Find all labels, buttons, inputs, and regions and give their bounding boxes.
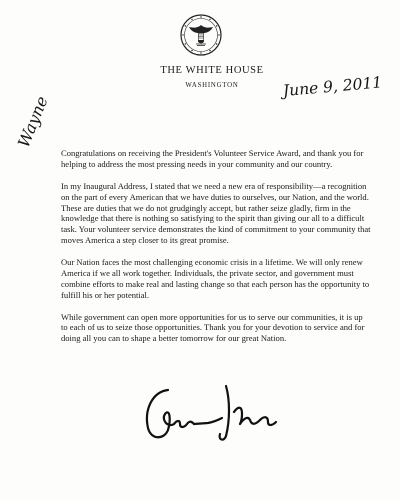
handwritten-date: June 9, 2011 <box>282 73 383 100</box>
letterhead-subtitle: WASHINGTON <box>185 82 239 89</box>
presidential-seal-icon <box>180 14 222 56</box>
letter-paragraph-1: Congratulations on receiving the President's Volunteer Service Award, and thank you for helping to address the most pressing needs in your community and our country. <box>61 148 364 169</box>
letter-body <box>61 148 371 355</box>
signature-icon <box>134 380 284 452</box>
letterhead-title: THE WHITE HOUSE <box>160 65 264 76</box>
letter-paragraph-4: While government can open more opportunities for us to serve our communities, it is up to each of us to seize those opportunities. Thank you for your devotion to service and for doing all you can to shape a better tomorrow for our great Nation. <box>61 311 365 344</box>
letter-paragraph-2: In my Inaugural Address, I stated that we need a new era of responsibility—a recognition on the part of every American that we have duties to ourselves, our Nation, and the world. These are duties that we do not grudgingly accept, but rather seize gladly, firm in the knowledge that there is nothing so satisfying to the spirit than giving our all to a difficult task. Your volunteer service demonstrates the kind of commitment to your community that moves America a step closer to its great promise. <box>61 180 371 246</box>
letter-paragraph-3: Our Nation faces the most challenging economic crisis in a lifetime. We will only renew America if we all work together. Individuals, the private sector, and government must combine efforts to make real and lasting change so that each person has the opportunity to fulfill his or her potential. <box>61 257 370 300</box>
letterhead <box>150 64 274 92</box>
handwritten-recipient-name: Wayne <box>14 93 52 151</box>
